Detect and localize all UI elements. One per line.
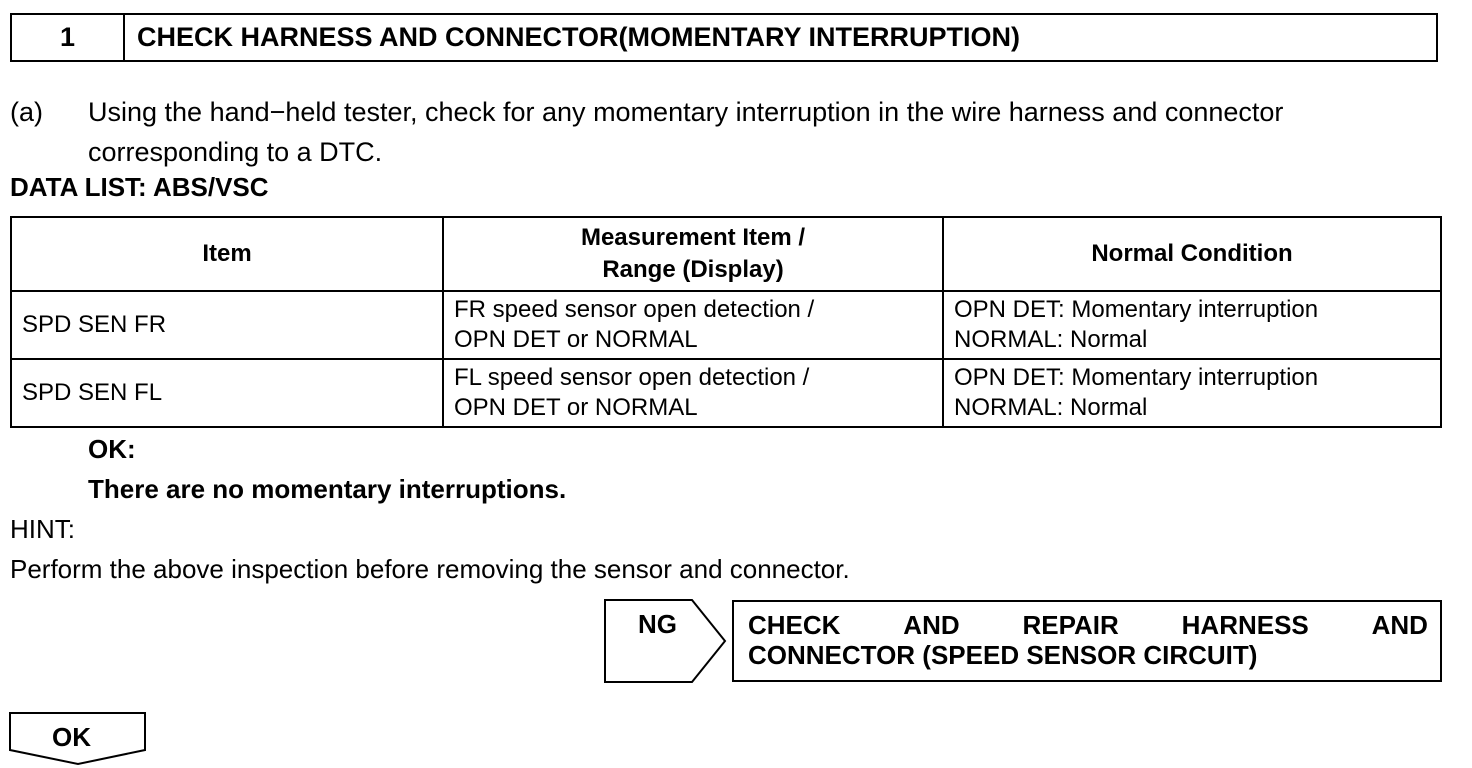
ng-action-word: REPAIR (1022, 610, 1119, 640)
header-normal: Normal Condition (943, 217, 1441, 291)
ng-action-word: CHECK (748, 610, 841, 640)
instruction-text (88, 92, 1468, 172)
ng-action-line-2: CONNECTOR (SPEED SENSOR CIRCUIT) (748, 640, 1258, 670)
hint-text: Perform the above inspection before removing the sensor and connector. (10, 554, 850, 584)
data-list-table (10, 216, 1442, 428)
ok-label: OK: (88, 434, 136, 464)
row-measurement-line-1: FL speed sensor open detection / (454, 364, 810, 391)
row-measurement (443, 291, 943, 359)
data-list-title: DATA LIST: ABS/VSC (10, 172, 269, 202)
row-normal-line-2: NORMAL: Normal (954, 394, 1148, 421)
table-header-row (11, 217, 1441, 291)
hint-label: HINT: (10, 514, 75, 544)
row-normal-line-1: OPN DET: Momentary interruption (954, 296, 1319, 323)
instruction-line-2: corresponding to a DTC. (88, 137, 383, 167)
instruction-line-1: Using the hand−held tester, check for any momentary interruption in the wire harness and connector (88, 97, 1284, 127)
header-measurement-line-1: Measurement Item / (580, 224, 806, 251)
table-row (11, 359, 1441, 427)
row-measurement-line-2: OPN DET or NORMAL (454, 394, 698, 421)
table-row (11, 291, 1441, 359)
ng-action-line-1 (748, 610, 1428, 640)
row-measurement-line-2: OPN DET or NORMAL (454, 326, 698, 353)
ng-action-box (732, 600, 1442, 682)
instruction-label: (a) (10, 97, 43, 127)
row-normal (943, 291, 1441, 359)
row-measurement-line-1: FR speed sensor open detection / (454, 296, 815, 323)
header-measurement (443, 217, 943, 291)
header-item: Item (11, 217, 443, 291)
row-normal (943, 359, 1441, 427)
row-item: SPD SEN FR (11, 291, 443, 359)
step-title: CHECK HARNESS AND CONNECTOR(MOMENTARY INTERRUPTION) (137, 22, 1021, 52)
step-header (10, 13, 1438, 62)
step-number: 1 (12, 15, 125, 60)
ok-arrow-label: OK (52, 722, 91, 752)
ng-action-word: AND (1371, 610, 1428, 640)
row-measurement (443, 359, 943, 427)
header-measurement-line-2: Range (Display) (602, 256, 784, 283)
ok-result-text: There are no momentary interruptions. (88, 474, 567, 504)
row-normal-line-1: OPN DET: Momentary interruption (954, 364, 1319, 391)
ng-action-word: HARNESS (1181, 610, 1309, 640)
row-normal-line-2: NORMAL: Normal (954, 326, 1148, 353)
ng-label: NG (638, 609, 677, 639)
ng-action-word: AND (903, 610, 960, 640)
row-item: SPD SEN FL (11, 359, 443, 427)
